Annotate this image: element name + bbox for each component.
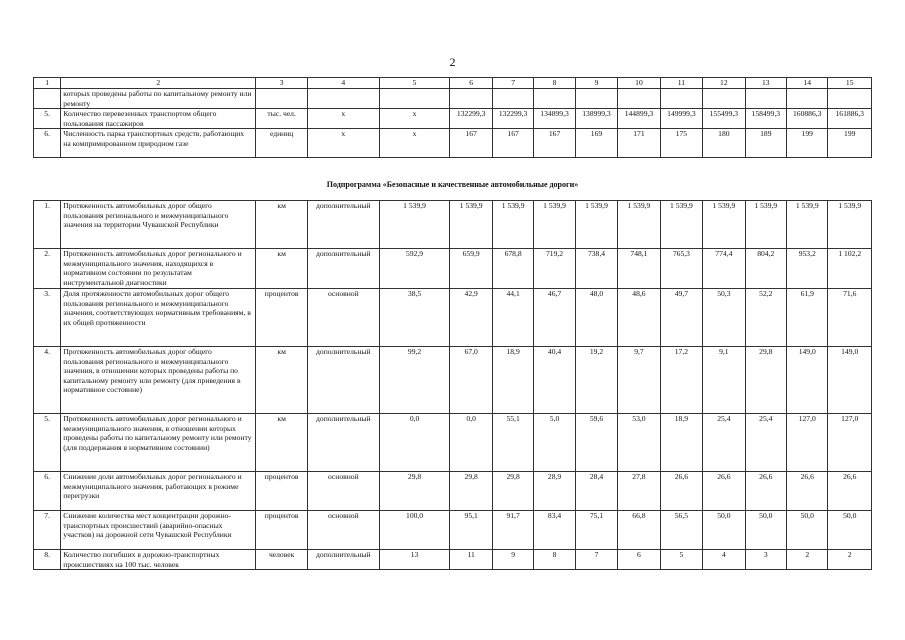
value-cell: 2 (828, 550, 872, 570)
value-cell: 26,6 (703, 472, 745, 511)
table-row (34, 109, 872, 129)
type-cell: основной (307, 289, 379, 347)
header-cell: 7 (492, 78, 533, 89)
value-cell: 53,0 (618, 414, 660, 472)
value-cell: 48,6 (618, 289, 660, 347)
value-cell (379, 89, 450, 109)
type-cell: х (307, 109, 379, 129)
value-cell: 138999,3 (575, 109, 617, 129)
value-cell (660, 89, 702, 109)
unit-cell: человек (256, 550, 308, 570)
value-cell: 9 (492, 550, 533, 570)
value-cell: 29,8 (379, 472, 450, 511)
value-cell (745, 89, 786, 109)
value-cell: 26,6 (660, 472, 702, 511)
table-row (34, 129, 872, 158)
unit-cell: км (256, 201, 308, 249)
value-cell: 6 (618, 550, 660, 570)
value-cell: 17,2 (660, 347, 702, 414)
value-cell: 29,8 (745, 347, 786, 414)
header-cell: 8 (534, 78, 575, 89)
value-cell: 75,1 (575, 511, 617, 550)
value-cell: 169 (575, 129, 617, 158)
unit-cell: км (256, 347, 308, 414)
header-cell: 2 (61, 78, 256, 89)
value-cell: 44,1 (492, 289, 533, 347)
value-cell: 13 (379, 550, 450, 570)
type-cell: дополнительный (307, 249, 379, 289)
value-cell: 1 539,9 (787, 201, 828, 249)
value-cell: 1 539,9 (745, 201, 786, 249)
value-cell (828, 89, 872, 109)
value-cell: 28,9 (534, 472, 575, 511)
value-cell: 26,6 (787, 472, 828, 511)
indicator-name: Снижение количества мест концентрации дорожно-транспортных происшествий (аварийно-опасных участков) на дорожной сети Чувашской Республики (61, 511, 256, 550)
indicator-name: Протяженность автомобильных дорог регионального и межмуниципального значения, находящихся в нормативном состоянии по результатам инструментальной диагностики (61, 249, 256, 289)
type-cell: х (307, 129, 379, 158)
type-cell: дополнительный (307, 550, 379, 570)
value-cell: 50,0 (745, 511, 786, 550)
table-row (34, 414, 872, 472)
header-cell: 12 (703, 78, 745, 89)
value-cell: 167 (450, 129, 492, 158)
value-cell: 2 (787, 550, 828, 570)
value-cell: 748,1 (618, 249, 660, 289)
value-cell: 5 (660, 550, 702, 570)
unit-cell: км (256, 249, 308, 289)
value-cell: 160886,3 (787, 109, 828, 129)
value-cell: 100,0 (379, 511, 450, 550)
value-cell: 66,8 (618, 511, 660, 550)
value-cell: 26,6 (745, 472, 786, 511)
type-cell: дополнительный (307, 347, 379, 414)
value-cell: 149,0 (787, 347, 828, 414)
value-cell: 29,8 (450, 472, 492, 511)
unit-cell: процентов (256, 472, 308, 511)
value-cell: 61,9 (787, 289, 828, 347)
value-cell: 158499,3 (745, 109, 786, 129)
header-cell: 13 (745, 78, 786, 89)
value-cell (618, 89, 660, 109)
value-cell: 1 539,9 (703, 201, 745, 249)
value-cell: 71,6 (828, 289, 872, 347)
value-cell: 0,0 (379, 414, 450, 472)
value-cell: 99,2 (379, 347, 450, 414)
value-cell: 5,0 (534, 414, 575, 472)
value-cell: 40,4 (534, 347, 575, 414)
value-cell: 167 (492, 129, 533, 158)
row-number: 7. (34, 511, 61, 550)
value-cell (575, 89, 617, 109)
value-cell: 774,4 (703, 249, 745, 289)
value-cell: 3 (745, 550, 786, 570)
value-cell: х (379, 129, 450, 158)
value-cell: 25,4 (745, 414, 786, 472)
value-cell (787, 89, 828, 109)
value-cell: 953,2 (787, 249, 828, 289)
value-cell: 52,2 (745, 289, 786, 347)
value-cell: 765,3 (660, 249, 702, 289)
value-cell: 42,9 (450, 289, 492, 347)
header-row (34, 78, 872, 89)
value-cell: 1 102,2 (828, 249, 872, 289)
row-number: 2. (34, 249, 61, 289)
value-cell: 199 (828, 129, 872, 158)
table-row (34, 249, 872, 289)
value-cell: 38,5 (379, 289, 450, 347)
row-number: 3. (34, 289, 61, 347)
header-cell: 6 (450, 78, 492, 89)
type-cell (307, 89, 379, 109)
value-cell: 27,8 (618, 472, 660, 511)
value-cell: 1 539,9 (618, 201, 660, 249)
indicator-name: Снижение доли автомобильных дорог регионального и межмуниципального значения, работающих в режиме перегрузки (61, 472, 256, 511)
value-cell: 1 539,9 (660, 201, 702, 249)
value-cell: 127,0 (828, 414, 872, 472)
value-cell: 592,9 (379, 249, 450, 289)
value-cell: 48,0 (575, 289, 617, 347)
indicator-name: Протяженность автомобильных дорог общего пользования регионального и межмуниципального значения на территории Чувашской Республики (61, 201, 256, 249)
value-cell: 199 (787, 129, 828, 158)
unit-cell (256, 89, 308, 109)
row-number: 6. (34, 129, 61, 158)
value-cell: 8 (534, 550, 575, 570)
indicator-name: Доля протяженности автомобильных дорог общего пользования регионального и межмуниципального значения, соответствующих нормативным требованиям, в их общей протяженности (61, 289, 256, 347)
table-row (34, 347, 872, 414)
row-number: 4. (34, 347, 61, 414)
table-row (34, 511, 872, 550)
value-cell: 149,0 (828, 347, 872, 414)
value-cell: 7 (575, 550, 617, 570)
unit-cell: тыс. чел. (256, 109, 308, 129)
value-cell: 83,4 (534, 511, 575, 550)
value-cell: 67,0 (450, 347, 492, 414)
subprogram-title: Подпрограмма «Безопасные и качественные автомобильные дороги» (326, 180, 579, 189)
value-cell: 738,4 (575, 249, 617, 289)
indicator-name: Протяженность автомобильных дорог общего пользования регионального и межмуниципального значения, в отношении которых проведены работы по капитальному ремонту или ремонту (для приведения в нормативное состояние) (61, 347, 256, 414)
table-row (34, 89, 872, 109)
value-cell: 29,8 (492, 472, 533, 511)
page-number: 2 (449, 55, 456, 69)
value-cell: 50,0 (828, 511, 872, 550)
header-cell: 11 (660, 78, 702, 89)
row-number: 6. (34, 472, 61, 511)
row-number: 5. (34, 414, 61, 472)
value-cell: 46,7 (534, 289, 575, 347)
value-cell: 1 539,9 (534, 201, 575, 249)
value-cell: 50,0 (787, 511, 828, 550)
value-cell: 56,5 (660, 511, 702, 550)
value-cell: 0,0 (450, 414, 492, 472)
value-cell: 50,3 (703, 289, 745, 347)
unit-cell: км (256, 414, 308, 472)
value-cell: 9,7 (618, 347, 660, 414)
header-cell: 14 (787, 78, 828, 89)
row-number (34, 89, 61, 109)
header-cell: 3 (256, 78, 308, 89)
value-cell: 155499,3 (703, 109, 745, 129)
indicators-table-top (33, 77, 872, 158)
value-cell: 9,1 (703, 347, 745, 414)
value-cell: 180 (703, 129, 745, 158)
value-cell: 4 (703, 550, 745, 570)
value-cell: 127,0 (787, 414, 828, 472)
value-cell: 11 (450, 550, 492, 570)
indicator-name: Численность парка транспортных средств, работающих на компримированном природном газе (61, 129, 256, 158)
header-cell: 1 (34, 78, 61, 89)
type-cell: основной (307, 511, 379, 550)
value-cell: 144899,3 (618, 109, 660, 129)
indicator-name: Количество перевезенных транспортом общего пользования пассажиров (61, 109, 256, 129)
value-cell: 1 539,9 (828, 201, 872, 249)
value-cell: 1 539,9 (575, 201, 617, 249)
unit-cell: процентов (256, 511, 308, 550)
table-row (34, 550, 872, 570)
indicator-name: Количество погибших в дорожно-транспортных происшествиях на 100 тыс. человек (61, 550, 256, 570)
value-cell: 49,7 (660, 289, 702, 347)
header-cell: 4 (307, 78, 379, 89)
value-cell: 171 (618, 129, 660, 158)
value-cell: 132299,3 (492, 109, 533, 129)
row-number: 1. (34, 201, 61, 249)
header-cell: 5 (379, 78, 450, 89)
value-cell: 161886,3 (828, 109, 872, 129)
value-cell: 19,2 (575, 347, 617, 414)
value-cell: 134899,3 (534, 109, 575, 129)
type-cell: основной (307, 472, 379, 511)
value-cell: 59,6 (575, 414, 617, 472)
indicator-name: Протяженность автомобильных дорог регионального и межмуниципального значения, в отношении которых проведены работы по капитальному ремонту или ремонту (для поддержания в нормативном состоянии) (61, 414, 256, 472)
type-cell: дополнительный (307, 201, 379, 249)
table-row (34, 472, 872, 511)
value-cell: 189 (745, 129, 786, 158)
value-cell: 719,2 (534, 249, 575, 289)
value-cell: 149999,3 (660, 109, 702, 129)
value-cell: 25,4 (703, 414, 745, 472)
value-cell: 18,9 (660, 414, 702, 472)
value-cell: 95,1 (450, 511, 492, 550)
value-cell: 167 (534, 129, 575, 158)
value-cell: 1 539,9 (450, 201, 492, 249)
table-row (34, 201, 872, 249)
value-cell: х (379, 109, 450, 129)
value-cell (703, 89, 745, 109)
value-cell: 50,0 (703, 511, 745, 550)
header-cell: 10 (618, 78, 660, 89)
value-cell: 678,8 (492, 249, 533, 289)
value-cell: 28,4 (575, 472, 617, 511)
value-cell: 26,6 (828, 472, 872, 511)
unit-cell: единиц (256, 129, 308, 158)
value-cell (450, 89, 492, 109)
indicator-name: которых проведены работы по капитальному ремонту или ремонту (61, 89, 256, 109)
value-cell: 659,9 (450, 249, 492, 289)
value-cell (534, 89, 575, 109)
value-cell: 55,1 (492, 414, 533, 472)
type-cell: дополнительный (307, 414, 379, 472)
header-cell: 15 (828, 78, 872, 89)
row-number: 8. (34, 550, 61, 570)
value-cell: 18,9 (492, 347, 533, 414)
value-cell: 91,7 (492, 511, 533, 550)
value-cell: 1 539,9 (379, 201, 450, 249)
value-cell: 1 539,9 (492, 201, 533, 249)
indicators-table-bottom (33, 200, 872, 570)
value-cell (492, 89, 533, 109)
unit-cell: процентов (256, 289, 308, 347)
row-number: 5. (34, 109, 61, 129)
header-cell: 9 (575, 78, 617, 89)
value-cell: 804,2 (745, 249, 786, 289)
table-row (34, 289, 872, 347)
value-cell: 175 (660, 129, 702, 158)
value-cell: 132299,3 (450, 109, 492, 129)
